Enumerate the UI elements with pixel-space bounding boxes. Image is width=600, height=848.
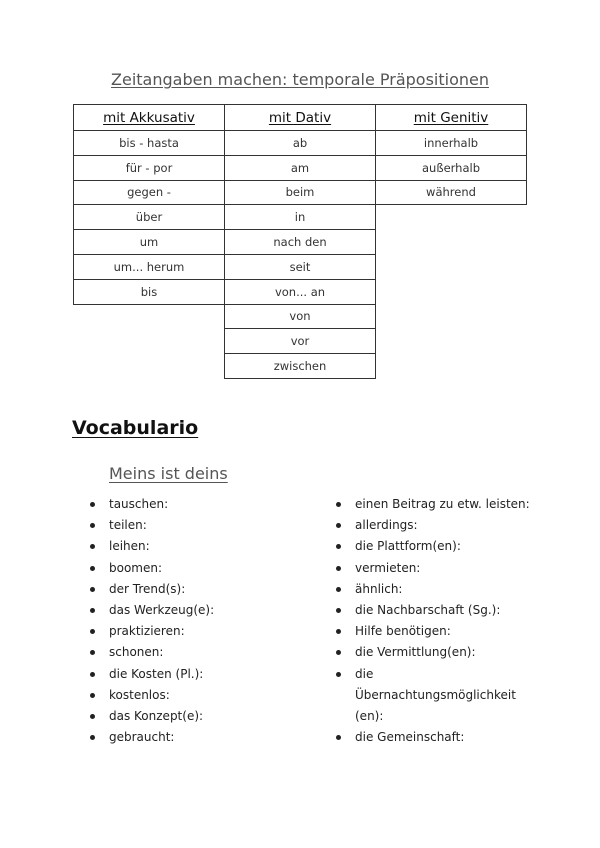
cell-akkusativ: um [74, 230, 225, 255]
table-row [74, 180, 527, 205]
vocab-item: schonen: [90, 642, 290, 663]
cell-dativ: nach den [225, 230, 376, 255]
vocab-item: das Konzept(e): [90, 706, 290, 727]
table-row [74, 304, 527, 329]
header-akkusativ: mit Akkusativ [74, 105, 225, 131]
cell-genitiv [376, 230, 527, 255]
cell-dativ: von [225, 304, 376, 329]
table-row [74, 254, 527, 279]
header-dativ: mit Dativ [225, 105, 376, 131]
table-row [74, 329, 527, 354]
table-row [74, 205, 527, 230]
cell-genitiv [376, 254, 527, 279]
vocabulary-heading: Vocabulario [72, 417, 199, 439]
vocab-item: Hilfe benötigen: [336, 621, 531, 642]
table-body [74, 131, 527, 379]
header-genitiv: mit Genitiv [376, 105, 527, 131]
cell-genitiv [376, 279, 527, 304]
table-row [74, 131, 527, 156]
vocab-list-left [90, 494, 290, 748]
vocab-item: einen Beitrag zu etw. leisten: [336, 494, 531, 515]
cell-dativ: zwischen [225, 354, 376, 379]
page-title: Zeitangaben machen: temporale Präpositionen [111, 70, 489, 89]
table-row [74, 279, 527, 304]
vocab-item: allerdings: [336, 515, 531, 536]
cell-genitiv [376, 205, 527, 230]
cell-dativ: seit [225, 254, 376, 279]
cell-genitiv: außerhalb [376, 155, 527, 180]
cell-akkusativ: bis - hasta [74, 131, 225, 156]
cell-akkusativ: über [74, 205, 225, 230]
vocab-item: die Nachbarschaft (Sg.): [336, 600, 531, 621]
section-title: Meins ist deins [109, 464, 228, 483]
cell-genitiv: innerhalb [376, 131, 527, 156]
cell-dativ: beim [225, 180, 376, 205]
vocab-item: boomen: [90, 558, 290, 579]
cell-dativ: von... an [225, 279, 376, 304]
vocab-item: praktizieren: [90, 621, 290, 642]
cell-dativ: in [225, 205, 376, 230]
vocab-item: die Vermittlung(en): [336, 642, 531, 663]
cell-akkusativ: um... herum [74, 254, 225, 279]
vocab-item: vermieten: [336, 558, 531, 579]
cell-genitiv [376, 329, 527, 354]
prepositions-table [73, 104, 527, 379]
vocab-item: tauschen: [90, 494, 290, 515]
vocab-list-right [336, 494, 531, 748]
cell-genitiv: während [376, 180, 527, 205]
cell-dativ: vor [225, 329, 376, 354]
cell-akkusativ: für - por [74, 155, 225, 180]
table-row [74, 354, 527, 379]
vocab-item: leihen: [90, 536, 290, 557]
vocab-item: die Übernachtungsmöglichkeit (en): [336, 664, 531, 728]
cell-akkusativ: gegen - [74, 180, 225, 205]
vocab-item: die Plattform(en): [336, 536, 531, 557]
table-header-row [74, 105, 527, 131]
vocab-item: das Werkzeug(e): [90, 600, 290, 621]
vocab-item: der Trend(s): [90, 579, 290, 600]
vocab-item: die Kosten (Pl.): [90, 664, 290, 685]
cell-dativ: am [225, 155, 376, 180]
table-row [74, 155, 527, 180]
vocab-item: kostenlos: [90, 685, 290, 706]
cell-akkusativ: bis [74, 279, 225, 304]
vocab-item: die Gemeinschaft: [336, 727, 531, 748]
cell-genitiv [376, 304, 527, 329]
cell-akkusativ [74, 304, 225, 329]
vocab-item: teilen: [90, 515, 290, 536]
vocab-item: ähnlich: [336, 579, 531, 600]
cell-genitiv [376, 354, 527, 379]
cell-akkusativ [74, 354, 225, 379]
vocab-item: gebraucht: [90, 727, 290, 748]
cell-dativ: ab [225, 131, 376, 156]
cell-akkusativ [74, 329, 225, 354]
table-row [74, 230, 527, 255]
